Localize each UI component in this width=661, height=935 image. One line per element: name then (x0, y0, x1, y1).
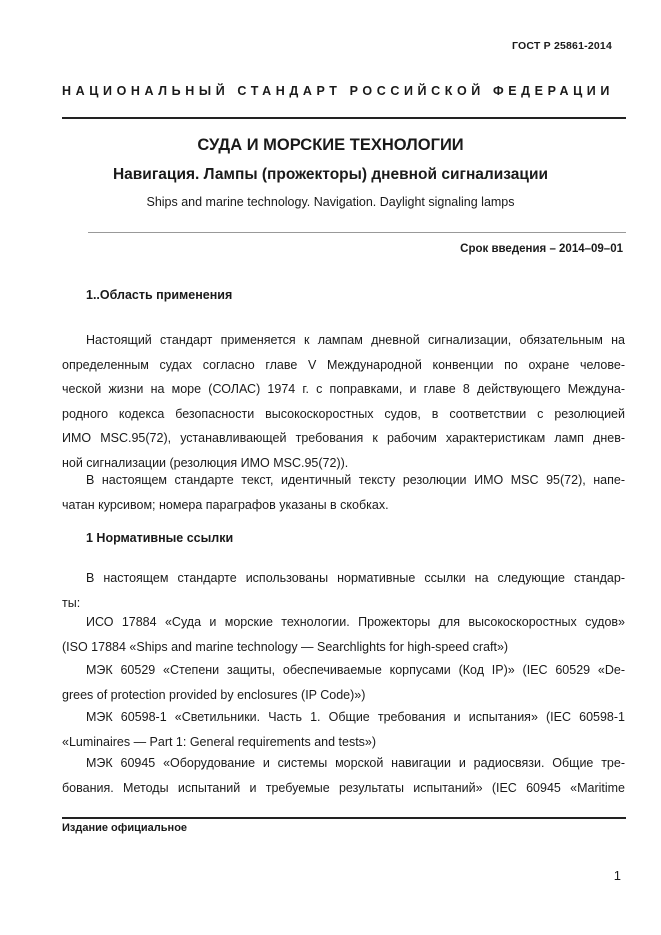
header-rule (62, 117, 626, 119)
text-line: определенным судах согласно главе V Международной конвенции по охране челове- (62, 357, 625, 372)
italic-note-paragraph (62, 468, 625, 517)
scope-paragraph (62, 328, 625, 475)
text-line: ной сигнализации (резолюция ИМО MSC.95(72)). (62, 455, 349, 470)
reference-item (62, 658, 625, 707)
page-number: 1 (613, 868, 621, 883)
reference-item (62, 751, 625, 800)
text-line: МЭК 60945 «Оборудование и системы морской навигации и радиосвязи. Общие тре- (86, 756, 625, 770)
text-line: ческой жизни на море (СОЛАС) 1974 г. с поправками, и главе 8 действующего Междуна- (62, 382, 625, 396)
text-line: чатан курсивом; номера параграфов указаны в скобках. (62, 497, 389, 512)
document-code: ГОСТ Р 25861-2014 (511, 40, 612, 52)
text-line: (ISO 17884 «Ships and marine technology — Searchlights for high-speed craft») (62, 639, 509, 654)
references-intro (62, 566, 625, 615)
text-line: «Luminaires — Part 1: General requirements and tests») (62, 734, 377, 749)
document-subtitle: Навигация. Лампы (прожекторы) дневной сигнализации (112, 166, 549, 183)
text-line: МЭК 60598-1 «Светильники. Часть 1. Общие требования и испытания» (IEC 60598-1 (86, 710, 625, 724)
national-standard-heading: НАЦИОНАЛЬНЫЙ СТАНДАРТ РОССИЙСКОЙ ФЕДЕРАЦИИ (62, 84, 614, 98)
text-line: ты: (62, 595, 81, 610)
title-rule (88, 232, 626, 233)
text-line: родного кодекса безопасности высокоскоростных судов, в соответствии с резолюцией (62, 406, 625, 421)
edition-label: Издание официальное (62, 822, 188, 834)
text-line: Настоящий стандарт применяется к лампам дневной сигнализации, обязательным на (86, 333, 625, 347)
text-line: ИМО MSC.95(72), устанавливающей требования к рабочим характеристикам ламп днев- (62, 431, 625, 445)
footer-rule (62, 817, 626, 819)
reference-item (62, 705, 625, 754)
text-line: В настоящем стандарте текст, идентичный тексту резолюции ИМО MSC 95(72), напе- (86, 473, 625, 487)
section-heading-scope: 1..Область применения (86, 288, 233, 302)
text-line: бования. Методы испытаний и требуемые результаты испытаний» (IEC 60945 «Maritime (62, 780, 625, 795)
english-title: Ships and marine technology. Navigation. Daylight signaling lamps (146, 195, 515, 209)
text-line: grees of protection provided by enclosures (IP Code)») (62, 687, 366, 702)
effective-date: Срок введения – 2014–09–01 (460, 243, 623, 255)
reference-item (62, 610, 625, 659)
document-title: СУДА И МОРСКИЕ ТЕХНОЛОГИИ (197, 136, 464, 154)
section-heading-references: 1 Нормативные ссылки (86, 531, 234, 545)
text-line: ИСО 17884 «Суда и морские технологии. Прожекторы для высокоскоростных судов» (86, 615, 625, 629)
text-line: В настоящем стандарте использованы нормативные ссылки на следующие стандар- (86, 571, 625, 585)
text-line: МЭК 60529 «Степени защиты, обеспечиваемые корпусами (Код IP)» (IEC 60529 «De- (86, 663, 625, 677)
